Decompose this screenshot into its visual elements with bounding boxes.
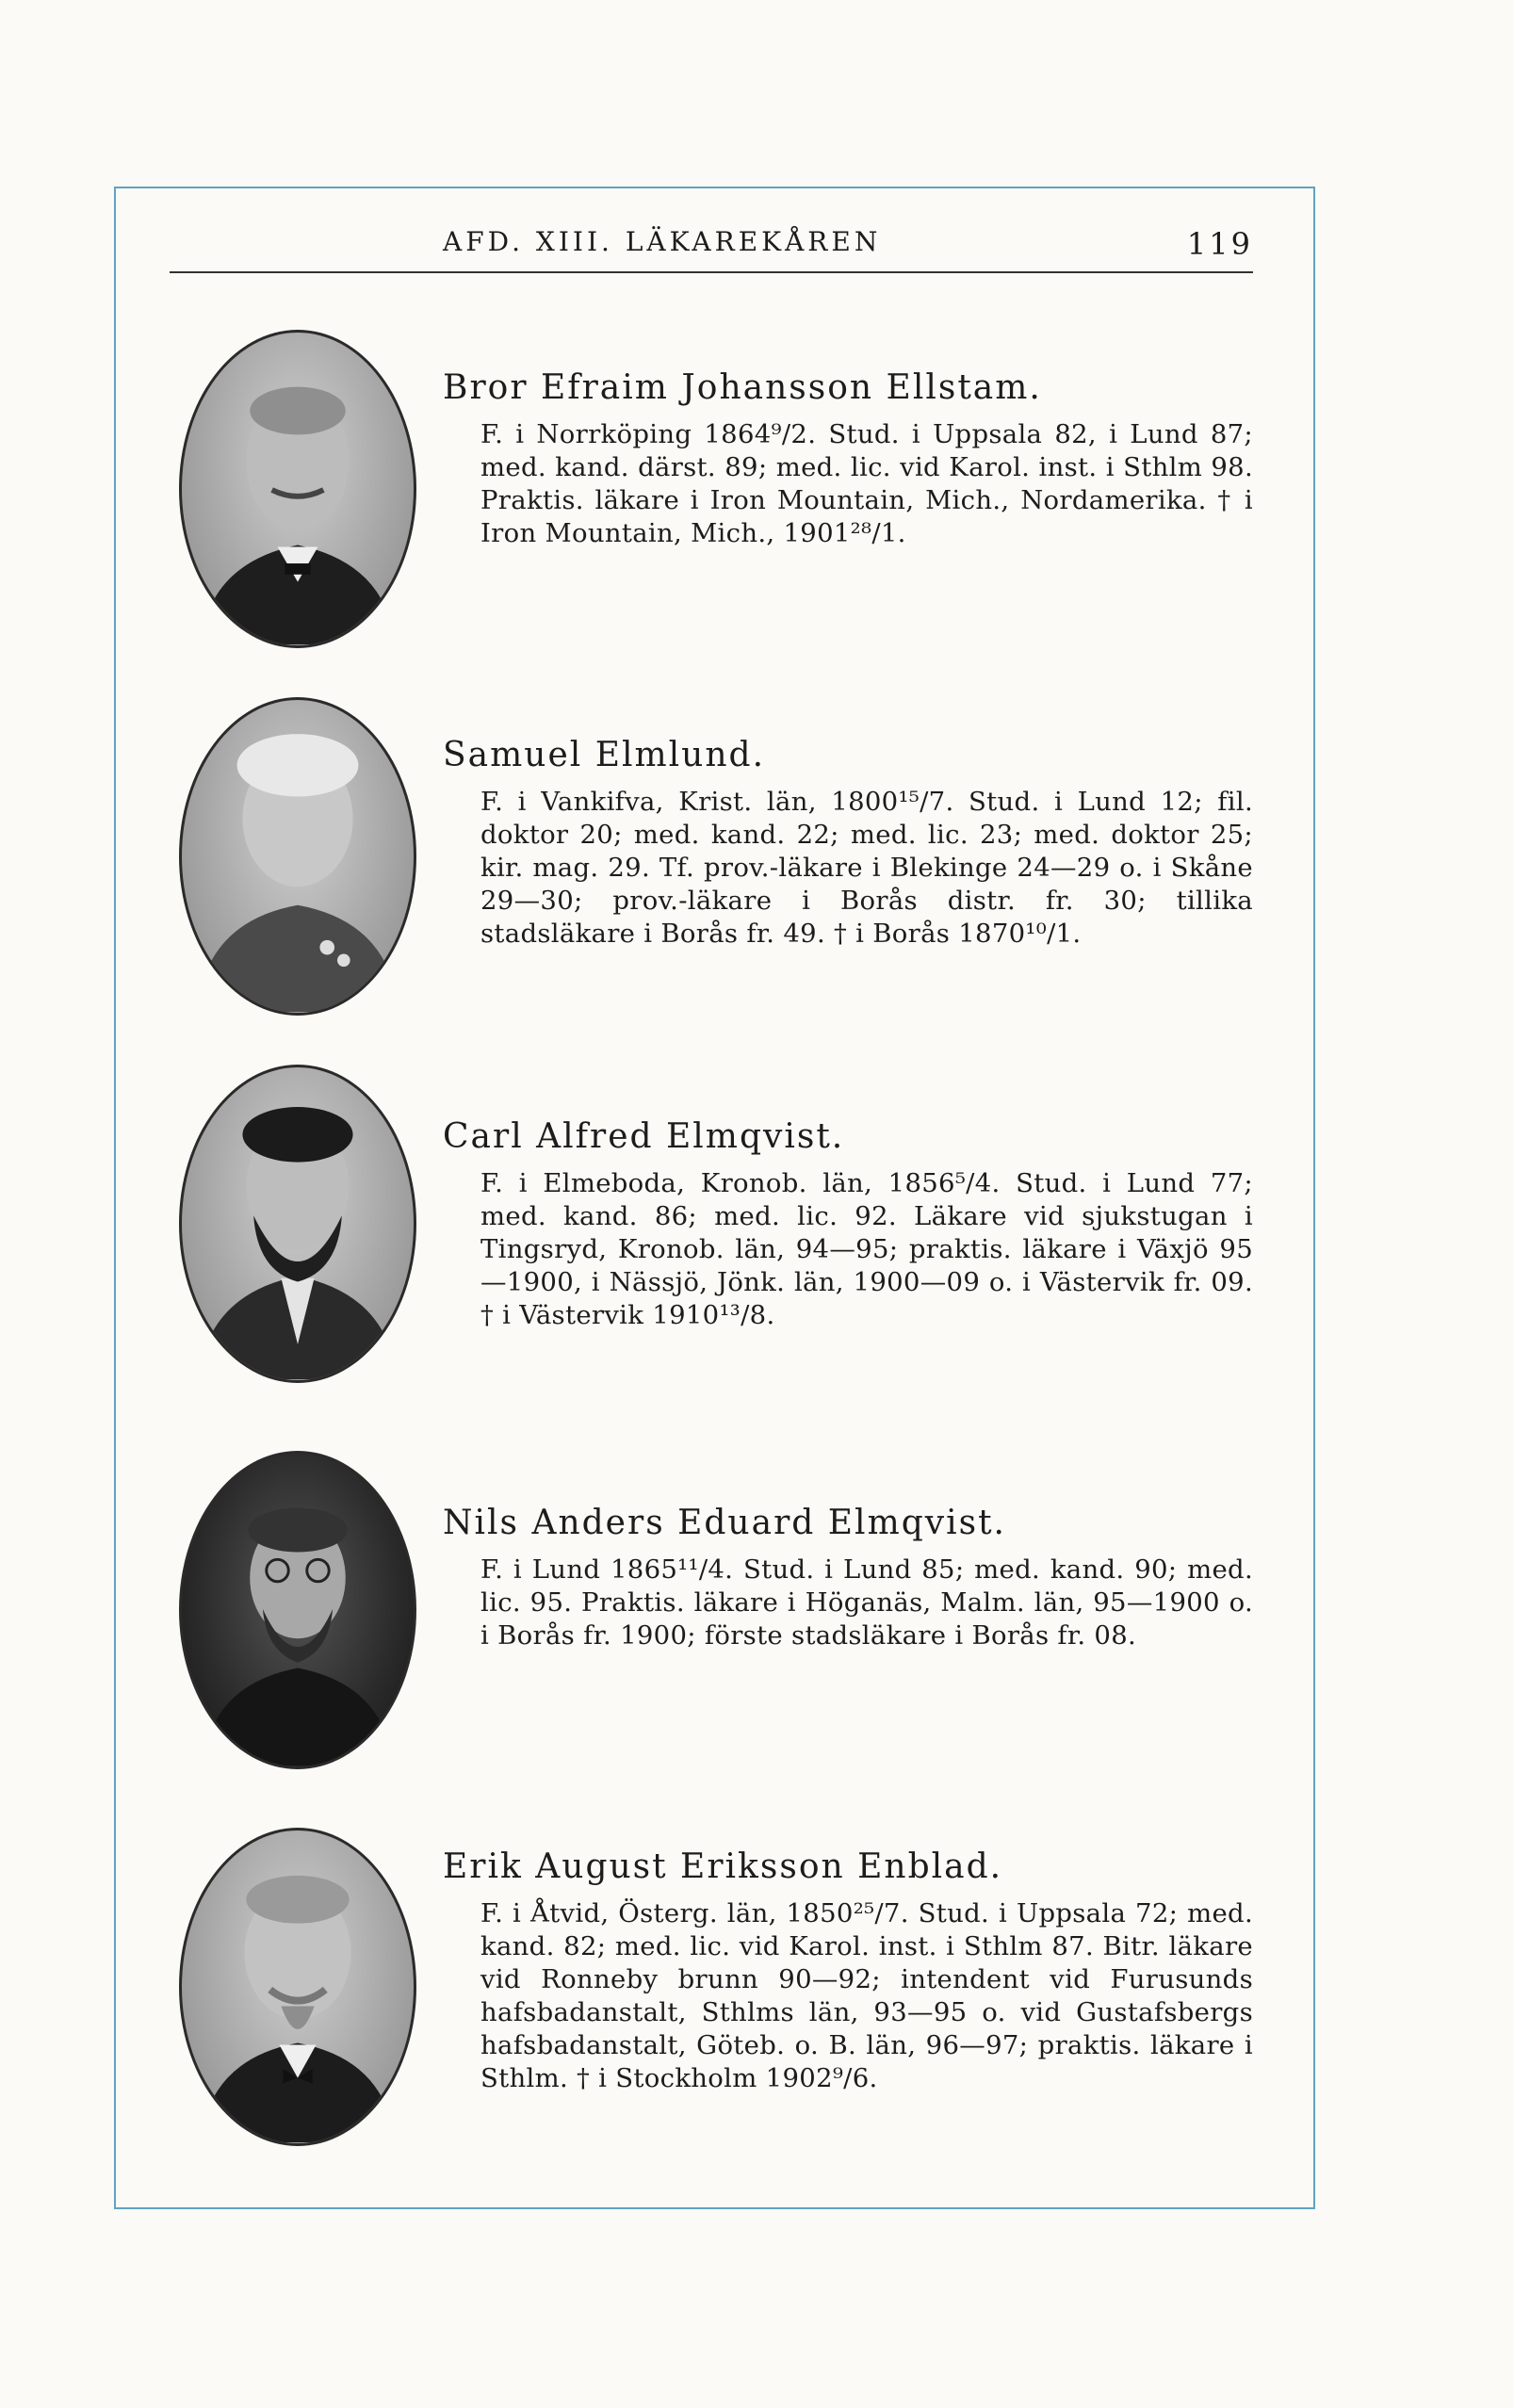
portrait-photo bbox=[179, 1451, 416, 1769]
portrait-figure bbox=[182, 1067, 414, 1380]
page-number: 119 bbox=[1186, 226, 1253, 262]
biography-text: F. i Vankifva, Krist. län, 1800¹⁵/7. Stud. i Lund 12; fil. doktor 20; med. kand. 22; med. lic. 23; med. doktor 25; kir. mag. 29. Tf. prov.-läkare i Blekinge 24—29 o. i Skåne 29—30; prov.-läkare i Borås distr. fr. 30; tillika stadsläkare i Borås fr. 49. † i Borås 1870¹⁰/1. bbox=[480, 787, 1253, 949]
portrait-photo bbox=[179, 330, 416, 648]
biography-text: F. i Norrköping 1864⁹/2. Stud. i Uppsala 82, i Lund 87; med. kand. därst. 89; med. lic. vid Karol. inst. i Sthlm 98. Praktis. läkare i Iron Mountain, Mich., Nordamerika. † i Iron Mountain, Mich., 1901²⁸/1. bbox=[480, 419, 1253, 548]
person-name: Samuel Elmlund. bbox=[443, 736, 766, 774]
biography-text: F. i Lund 1865¹¹/4. Stud. i Lund 85; med. kand. 90; med. lic. 95. Praktis. läkare i Höganäs, Malm. län, 95—1900 o. i Borås fr. 1900; förste stadsläkare i Borås fr. 08. bbox=[480, 1554, 1253, 1651]
person-name: Nils Anders Eduard Elmqvist. bbox=[443, 1504, 1006, 1542]
person-name: Bror Efraim Johansson Ellstam. bbox=[443, 368, 1042, 407]
section-title: AFD. XIII. LÄKAREKÅREN bbox=[443, 226, 882, 257]
portrait-figure bbox=[182, 1454, 414, 1766]
person-name: Erik August Eriksson Enblad. bbox=[443, 1847, 1003, 1886]
person-name: Carl Alfred Elmqvist. bbox=[443, 1117, 845, 1156]
portrait-figure bbox=[182, 1830, 414, 2143]
biography-text: F. i Åtvid, Österg. län, 1850²⁵/7. Stud. i Uppsala 72; med. kand. 82; med. lic. vid Karol. inst. i Sthlm 87. Bitr. läkare vid Ronneby brunn 90—92; intendent vid Furusunds hafsbadanstalt, Sthlms län, 93—95 o. vid Gustafsbergs hafsbadanstalt, Göteb. o. B. län, 96—97; praktis. läkare i Sthlm. † i Stockholm 1902⁹/6. bbox=[480, 1898, 1253, 2093]
portrait-photo bbox=[179, 1065, 416, 1383]
portrait-figure bbox=[182, 700, 414, 1013]
biography-text: F. i Elmeboda, Kronob. län, 1856⁵/4. Stud. i Lund 77; med. kand. 86; med. lic. 92. Läkare vid sjukstugan i Tingsryd, Kronob. län, 94—95; praktis. läkare i Växjö 95—1900, i Nässjö, Jönk. län, 1900—09 o. i Västervik fr. 09. † i Västervik 1910¹³/8. bbox=[480, 1168, 1253, 1330]
page-header bbox=[170, 219, 1253, 273]
portrait-photo bbox=[179, 1828, 416, 2146]
portrait-figure bbox=[182, 333, 414, 645]
portrait-photo bbox=[179, 697, 416, 1016]
